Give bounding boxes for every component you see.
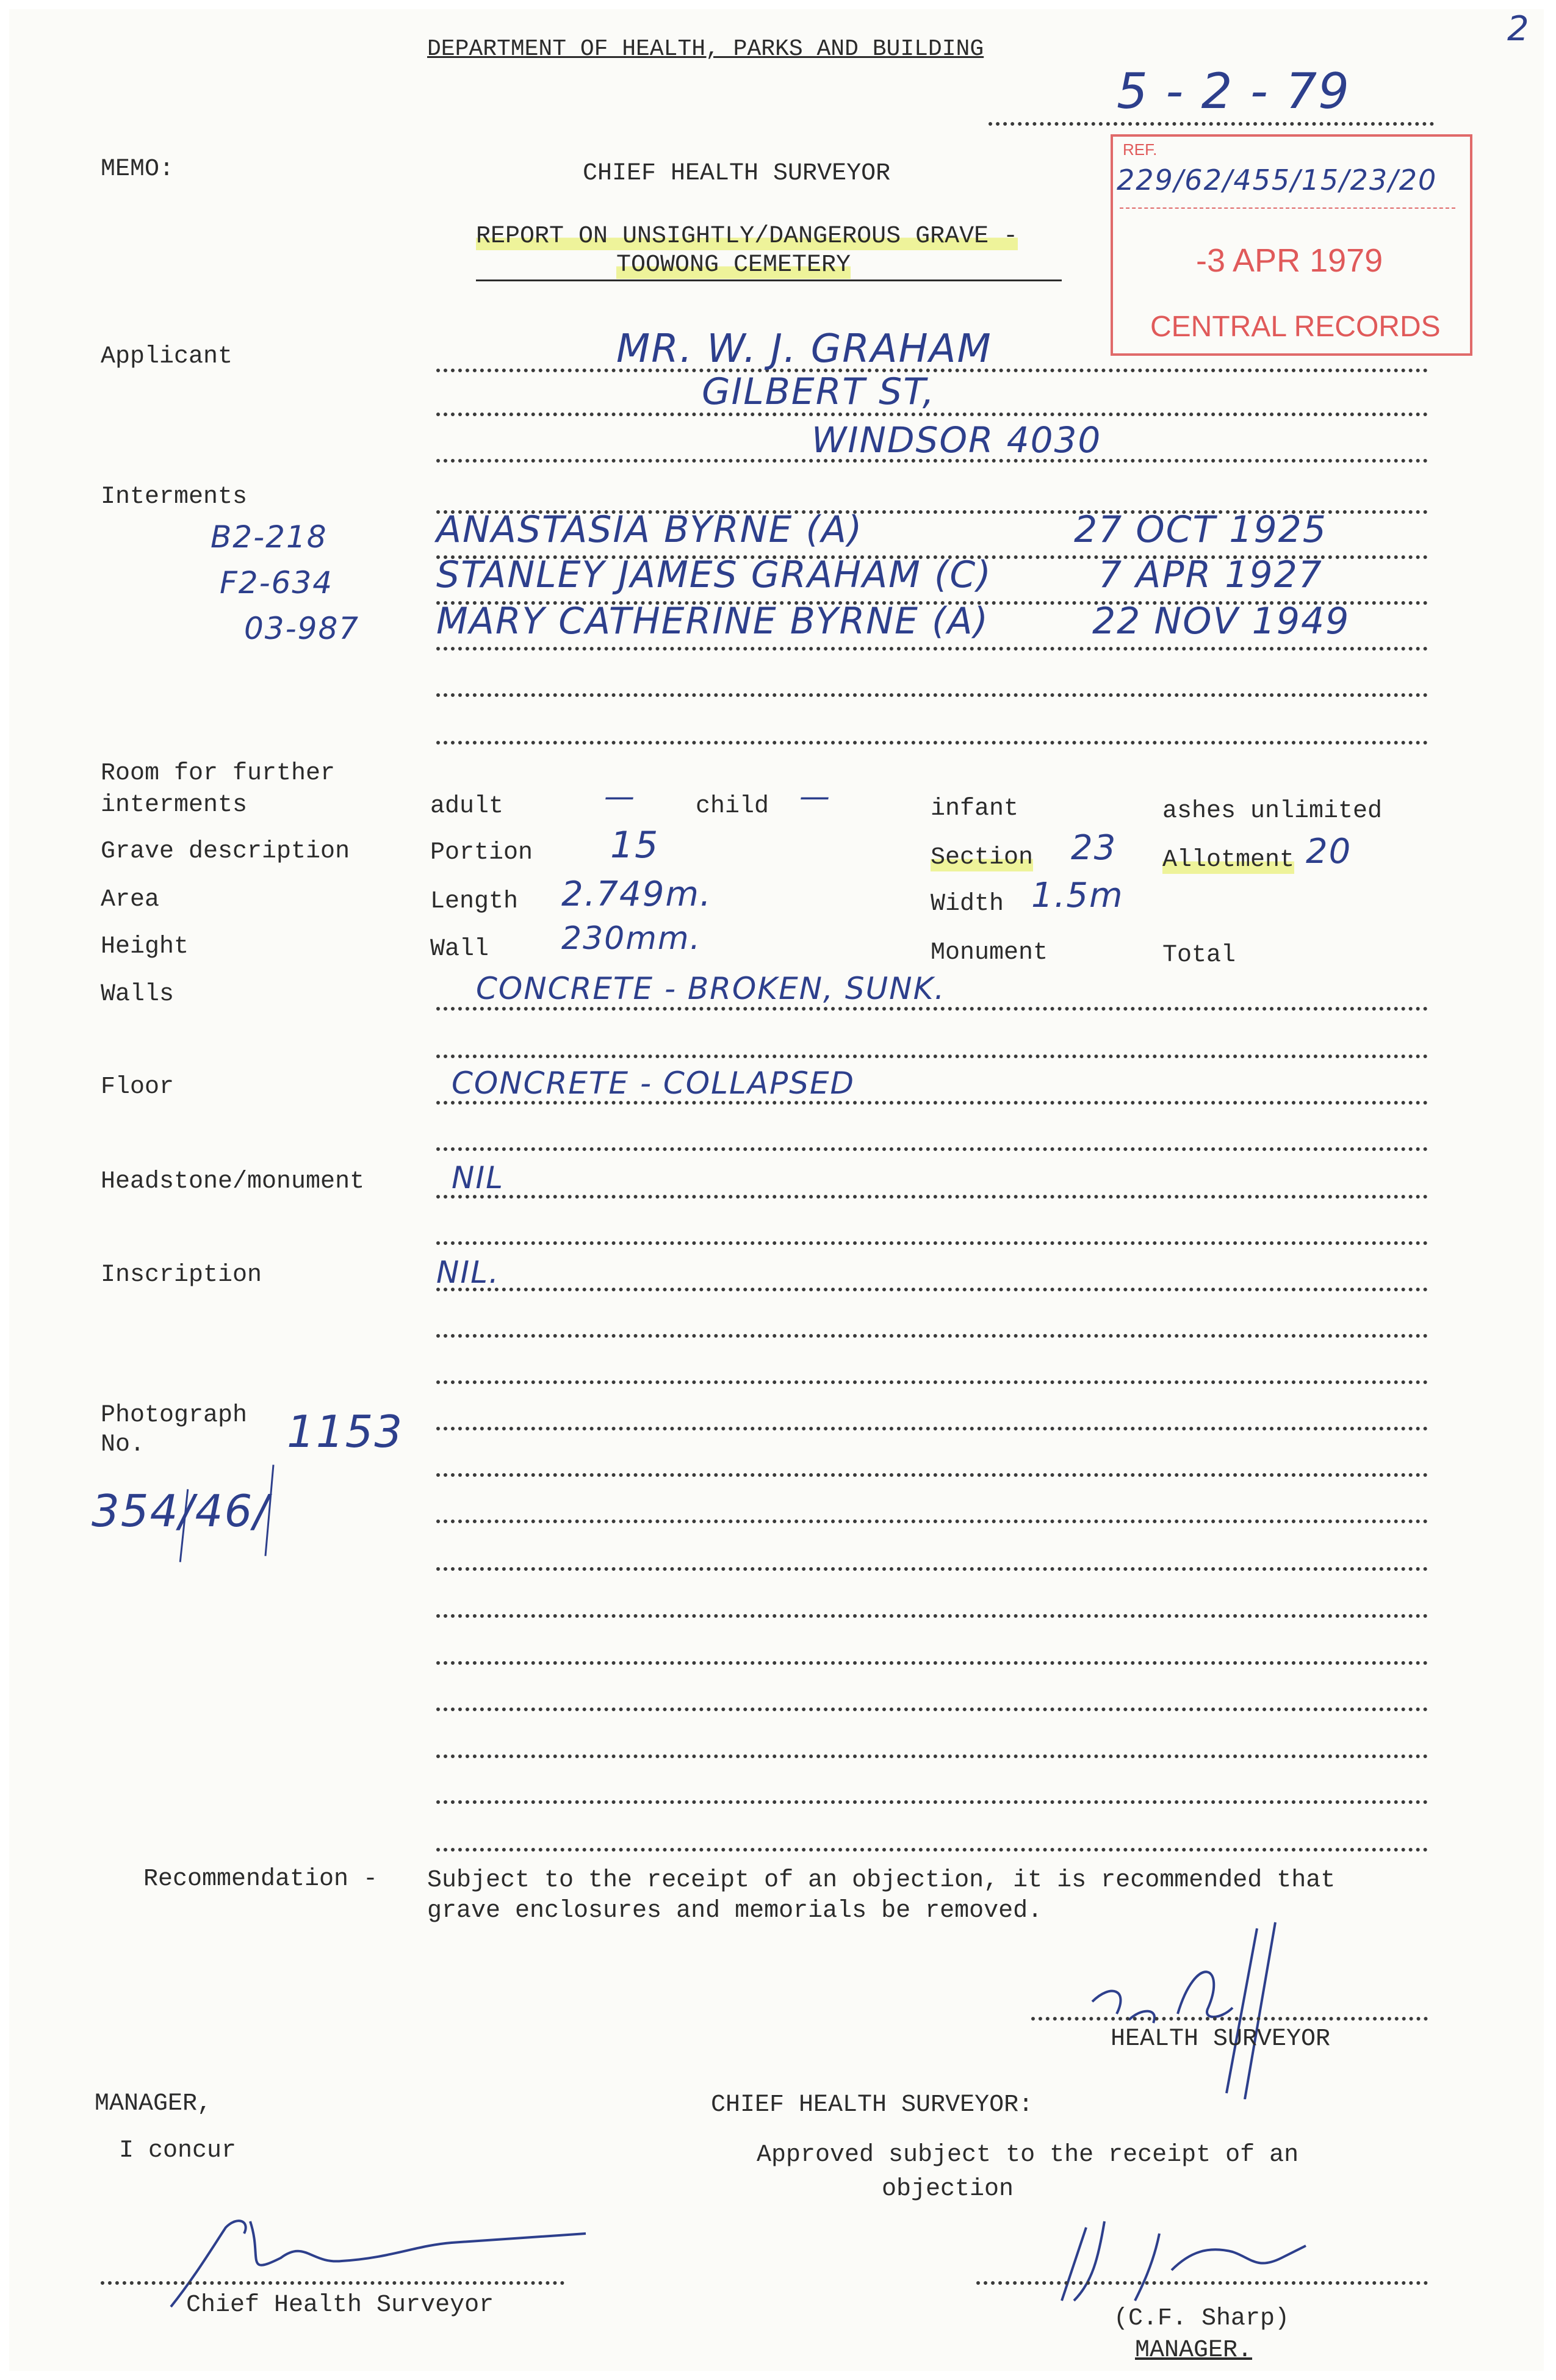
allotment-value: 20: [1306, 832, 1352, 871]
dotted-line: [436, 1427, 1428, 1430]
dotted-line: [436, 1241, 1428, 1245]
section-label: Section: [931, 844, 1034, 871]
height-label: Height: [101, 933, 189, 961]
applicant-street: GILBERT ST,: [702, 370, 935, 413]
subject-line-1: REPORT ON UNSIGHTLY/DANGEROUS GRAVE -: [476, 223, 1018, 250]
interments-label: Interments: [101, 483, 248, 511]
manager-address: MANAGER,: [95, 2090, 212, 2118]
subject-line-2: TOOWONG CEMETERY: [616, 251, 851, 279]
portion-label: Portion: [430, 839, 533, 867]
dotted-line: [436, 1334, 1428, 1338]
total-label: Total: [1162, 942, 1236, 969]
dotted-line: [436, 647, 1428, 651]
stamp-date: -3 APR 1979: [1196, 242, 1383, 279]
dotted-line: [436, 1195, 1428, 1199]
dotted-line: [436, 1848, 1428, 1852]
width-label: Width: [931, 890, 1004, 918]
applicant-label: Applicant: [101, 343, 233, 370]
interment-date: 22 NOV 1949: [1092, 600, 1350, 643]
interment-code: F2-634: [220, 565, 334, 600]
chief-approval-line-1: Approved subject to the receipt of an: [757, 2141, 1299, 2169]
dotted-line: [436, 1567, 1428, 1571]
room-adult-value: —: [604, 779, 636, 814]
length-label: Length: [430, 888, 519, 915]
room-child-value: —: [799, 779, 831, 814]
width-value: 1.5m: [1031, 876, 1124, 915]
room-label-2: interments: [101, 792, 248, 819]
dotted-line: [436, 1101, 1428, 1105]
headstone-label: Headstone/monument: [101, 1168, 365, 1195]
portion-value: 15: [610, 824, 660, 867]
dotted-line: [436, 693, 1428, 697]
wall-label: Wall: [430, 936, 489, 963]
signature-dotted-line: [101, 2281, 564, 2285]
dotted-line: [436, 1473, 1428, 1477]
interment-name: MARY CATHERINE BYRNE (A): [436, 600, 989, 643]
interment-code: B2-218: [211, 519, 328, 555]
stamp-divider: [1120, 207, 1455, 209]
room-ashes: ashes unlimited: [1162, 798, 1383, 825]
photograph-number-a: 1153: [287, 1406, 404, 1457]
dotted-line: [436, 1800, 1428, 1804]
memo-label: MEMO:: [101, 156, 175, 183]
photograph-label-2: No.: [101, 1431, 145, 1459]
wall-value: 230mm.: [561, 920, 702, 957]
dotted-line: [436, 741, 1428, 745]
subject-underline: [476, 279, 1062, 281]
applicant-suburb: WINDSOR 4030: [812, 419, 1102, 461]
applicant-name: MR. W. J. GRAHAM: [616, 326, 992, 372]
chief-address: CHIEF HEALTH SURVEYOR:: [711, 2091, 1034, 2119]
section-value: 23: [1071, 828, 1117, 868]
dotted-line: [436, 1288, 1428, 1291]
room-label-1: Room for further: [101, 760, 336, 787]
dotted-line: [436, 1055, 1428, 1058]
memo-date: 5 - 2 - 79: [1117, 63, 1351, 120]
interment-name: STANLEY JAMES GRAHAM (C): [436, 554, 992, 596]
dotted-line: [436, 1754, 1428, 1758]
recommendation-line-2: grave enclosures and memorials be removed.: [427, 1897, 1043, 1925]
walls-label: Walls: [101, 981, 175, 1008]
room-infant: infant: [931, 795, 1019, 823]
interment-code: 03-987: [244, 611, 360, 646]
dotted-line: [436, 1520, 1428, 1523]
department-heading: DEPARTMENT OF HEALTH, PARKS AND BUILDING: [427, 36, 984, 62]
room-adult: adult: [430, 793, 504, 820]
manager-title: MANAGER.: [1135, 2337, 1253, 2364]
interment-date: 7 APR 1927: [1098, 554, 1323, 596]
dotted-line: [436, 1380, 1428, 1384]
manager-concur-text: I concur: [119, 2137, 237, 2165]
floor-value: CONCRETE - COLLAPSED: [452, 1066, 855, 1101]
inscription-value: NIL.: [436, 1255, 500, 1290]
memo-recipient: CHIEF HEALTH SURVEYOR: [583, 160, 891, 187]
inscription-label: Inscription: [101, 1261, 262, 1289]
dotted-line: [436, 1147, 1428, 1151]
monument-label: Monument: [931, 939, 1048, 967]
area-label: Area: [101, 886, 160, 914]
floor-label: Floor: [101, 1073, 175, 1101]
photograph-label-1: Photograph: [101, 1402, 248, 1429]
dotted-line: [436, 1661, 1428, 1665]
grave-description-label: Grave description: [101, 838, 350, 865]
allotment-label: Allotment: [1162, 846, 1295, 874]
page-number: 2: [1507, 9, 1530, 49]
manager-name: (C.F. Sharp): [1114, 2305, 1290, 2332]
walls-value: CONCRETE - BROKEN, SUNK.: [476, 971, 946, 1006]
signature-dotted-line: [976, 2281, 1428, 2285]
manager-signature: [1050, 2209, 1367, 2307]
dotted-line: [436, 1007, 1428, 1011]
interment-name: ANASTASIA BYRNE (A): [436, 508, 863, 551]
health-surveyor-title: HEALTH SURVEYOR: [1111, 2025, 1331, 2053]
dotted-line: [436, 1614, 1428, 1618]
photograph-number-b: 354/46/: [92, 1485, 270, 1537]
health-surveyor-signature: [1074, 1916, 1416, 2099]
stamp-office: CENTRAL RECORDS: [1150, 311, 1441, 343]
interment-date: 27 OCT 1925: [1074, 508, 1327, 551]
date-dotted-line: [989, 122, 1434, 126]
chief-approval-line-2: objection: [882, 2176, 1014, 2203]
length-value: 2.749m.: [561, 874, 712, 914]
recommendation-line-1: Subject to the receipt of an objection, it is recommended that: [427, 1867, 1336, 1894]
room-child: child: [696, 793, 769, 820]
headstone-value: NIL: [452, 1160, 505, 1195]
stamp-ref-value: 229/62/455/15/23/20: [1117, 164, 1438, 197]
chief-health-surveyor-title: Chief Health Surveyor: [186, 2292, 494, 2319]
dotted-line: [436, 1707, 1428, 1711]
recommendation-label: Recommendation -: [143, 1866, 378, 1893]
stamp-ref-label: REF.: [1123, 140, 1158, 159]
signature-dotted-line: [1031, 2017, 1428, 2021]
